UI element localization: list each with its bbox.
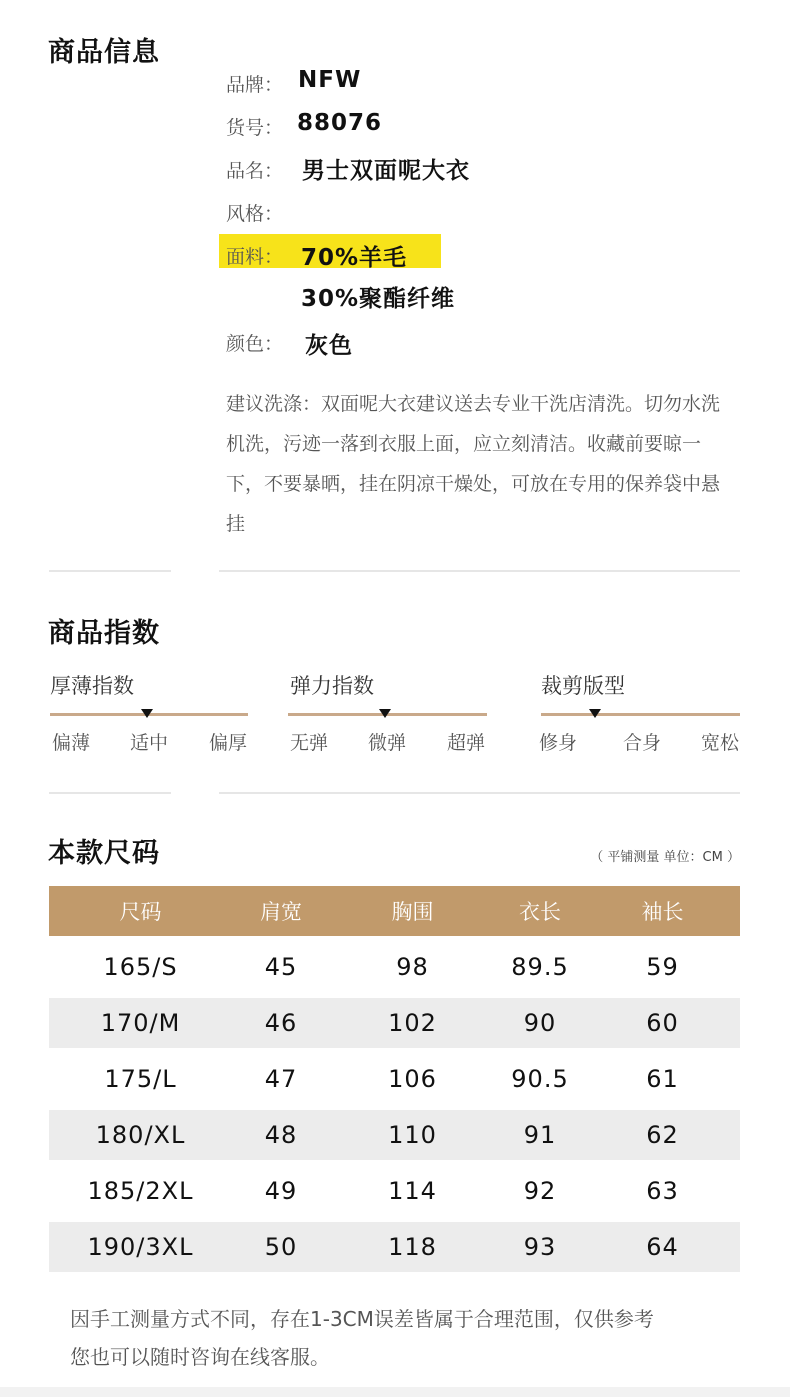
info-value-sku: 88076 <box>297 110 383 136</box>
index-title-fit: 裁剪版型 <box>541 674 625 698</box>
info-value-fabric-1: 70%羊毛 <box>301 245 408 271</box>
index-option-selected: 适中 <box>130 732 169 754</box>
care-instructions: 建议洗涤：双面呢大衣建议送去专业干洗店清洗。切勿水洗机洗，污迹一落到衣服上面，应立刻清洁。收藏前要晾一下，不要暴晒，挂在阴凉干燥处，可放在专用的保养袋中悬挂 <box>226 393 721 535</box>
divider-right <box>219 792 740 794</box>
cell-chest: 102 <box>330 998 495 1048</box>
index-marker-fit <box>589 709 601 718</box>
table-row <box>49 1160 740 1222</box>
info-label-fabric: 面料： <box>226 246 284 268</box>
table-row <box>49 998 740 1048</box>
cell-size: 190/3XL <box>49 1222 232 1272</box>
cell-length: 92 <box>495 1160 585 1222</box>
section-title-size-chart: 本款尺码 <box>48 838 160 869</box>
cell-shoulder: 46 <box>232 998 330 1048</box>
index-option: 偏薄 <box>52 732 91 754</box>
index-option-selected: 微弹 <box>368 732 407 754</box>
cell-chest: 118 <box>330 1222 495 1272</box>
divider-left <box>49 570 171 572</box>
size-footnote-line1: 因手工测量方式不同，存在1-3CM误差皆属于合理范围，仅供参考 <box>70 1307 654 1331</box>
divider-right <box>219 570 740 572</box>
index-bar-fit <box>541 713 740 716</box>
cell-length: 93 <box>495 1222 585 1272</box>
index-option: 偏厚 <box>209 732 248 754</box>
info-value-brand: NFW <box>298 67 362 93</box>
cell-length: 89.5 <box>495 936 585 998</box>
index-option: 合身 <box>623 732 662 754</box>
cell-chest: 110 <box>330 1110 495 1160</box>
index-option-selected: 修身 <box>539 732 578 754</box>
info-label-brand: 品牌： <box>226 74 284 96</box>
column-header-shoulder: 肩宽 <box>232 886 330 936</box>
cell-size: 165/S <box>49 936 232 998</box>
info-value-color: 灰色 <box>305 333 353 359</box>
index-option: 超弹 <box>447 732 486 754</box>
cell-size: 175/L <box>49 1048 232 1110</box>
column-header-length: 衣长 <box>495 886 585 936</box>
column-header-size: 尺码 <box>49 886 232 936</box>
cell-shoulder: 47 <box>232 1048 330 1110</box>
cell-shoulder: 45 <box>232 936 330 998</box>
cell-chest: 106 <box>330 1048 495 1110</box>
cell-length: 90 <box>495 998 585 1048</box>
cell-shoulder: 48 <box>232 1110 330 1160</box>
info-label-sku: 货号： <box>226 117 284 139</box>
unit-note: （ 平铺测量 单位：CM ） <box>590 850 740 865</box>
index-title-elasticity: 弹力指数 <box>290 674 374 698</box>
info-value-fabric-2: 30%聚酯纤维 <box>301 286 456 312</box>
index-option: 无弹 <box>290 732 329 754</box>
cell-chest: 114 <box>330 1160 495 1222</box>
size-table <box>49 886 740 1272</box>
info-label-color: 颜色： <box>226 333 284 355</box>
size-footnote <box>70 1300 750 1376</box>
cell-length: 91 <box>495 1110 585 1160</box>
index-marker-thickness <box>141 709 153 718</box>
cell-sleeve: 60 <box>585 998 740 1048</box>
column-header-chest: 胸围 <box>330 886 495 936</box>
divider-left <box>49 792 171 794</box>
section-title-product-index: 商品指数 <box>48 618 160 649</box>
cell-length: 90.5 <box>495 1048 585 1110</box>
info-label-name: 品名： <box>226 160 284 182</box>
bottom-strip <box>0 1387 790 1397</box>
cell-chest: 98 <box>330 936 495 998</box>
table-row <box>49 1222 740 1272</box>
cell-sleeve: 61 <box>585 1048 740 1110</box>
index-title-thickness: 厚薄指数 <box>50 674 134 698</box>
column-header-sleeve: 袖长 <box>585 886 740 936</box>
size-footnote-line2: 您也可以随时咨询在线客服。 <box>70 1345 330 1369</box>
info-value-name: 男士双面呢大衣 <box>302 158 470 184</box>
section-title-product-info: 商品信息 <box>48 37 160 68</box>
cell-size: 170/M <box>49 998 232 1048</box>
cell-sleeve: 63 <box>585 1160 740 1222</box>
cell-shoulder: 50 <box>232 1222 330 1272</box>
cell-sleeve: 62 <box>585 1110 740 1160</box>
cell-sleeve: 59 <box>585 936 740 998</box>
cell-size: 185/2XL <box>49 1160 232 1222</box>
size-table-header <box>49 886 740 936</box>
table-row <box>49 1110 740 1160</box>
index-marker-elasticity <box>379 709 391 718</box>
info-label-style: 风格： <box>226 203 284 225</box>
cell-sleeve: 64 <box>585 1222 740 1272</box>
index-option: 宽松 <box>701 732 740 754</box>
cell-size: 180/XL <box>49 1110 232 1160</box>
table-row <box>49 1048 740 1110</box>
table-row <box>49 936 740 998</box>
cell-shoulder: 49 <box>232 1160 330 1222</box>
